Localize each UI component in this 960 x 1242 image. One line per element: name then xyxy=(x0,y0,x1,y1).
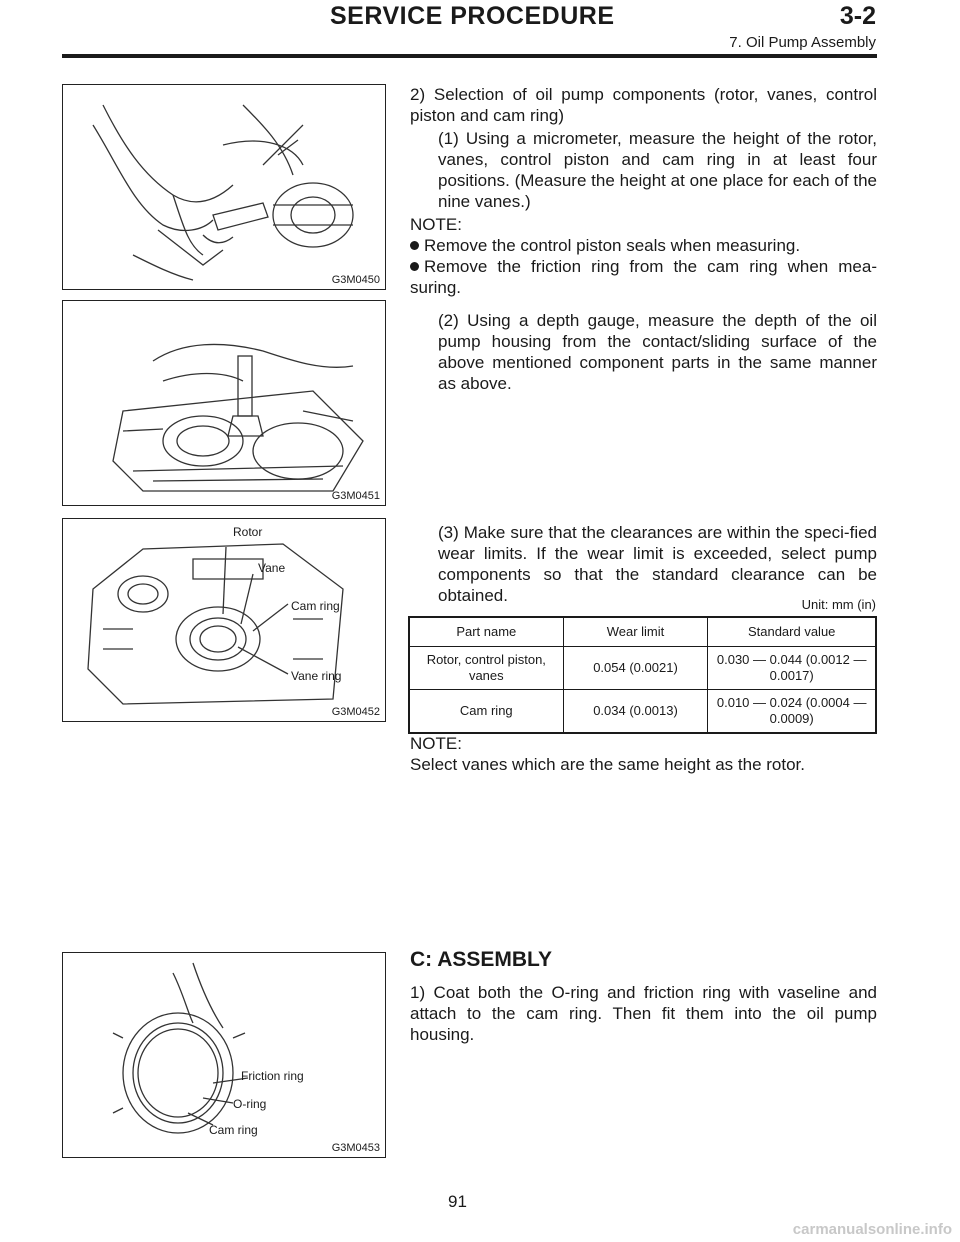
wear-limit-table xyxy=(408,616,877,734)
table-header: Standard value xyxy=(708,617,876,647)
note-label: NOTE: xyxy=(410,215,462,234)
figure-label: G3M0452 xyxy=(331,706,380,718)
table-header-row xyxy=(409,617,876,647)
watermark: carmanualsonline.info xyxy=(792,1221,952,1238)
note-bullet-text: Remove the friction ring from the cam ring when mea-suring. xyxy=(410,257,877,297)
header-subtitle: 7. Oil Pump Assembly xyxy=(729,34,876,51)
table-cell: Cam ring xyxy=(409,690,563,734)
figure-g3m0450 xyxy=(62,84,386,290)
callout-cam-ring: Cam ring xyxy=(291,599,340,613)
callout-vane-ring: Vane ring xyxy=(291,669,342,683)
table-cell: 0.030 — 0.044 (0.0012 — 0.0017) xyxy=(708,647,876,690)
step2-heading: 2) Selection of oil pump components (rotor, vanes, control piston and cam ring) xyxy=(410,85,877,125)
table-cell: 0.054 (0.0021) xyxy=(563,647,708,690)
figure-g3m0451 xyxy=(62,300,386,506)
pump-rotor-illustration xyxy=(63,519,387,723)
micrometer-illustration xyxy=(63,85,387,291)
figure-g3m0452 xyxy=(62,518,386,722)
table-row xyxy=(409,690,876,734)
section-number: 3-2 xyxy=(839,2,876,30)
table-cell: 0.010 — 0.024 (0.0004 — 0.0009) xyxy=(708,690,876,734)
bullet-icon xyxy=(410,241,419,250)
step2-sub3: (3) Make sure that the clearances are within the speci-fied wear limits. If the wear limit is exceeded, select pump components so that the standard clearance can be obtained. xyxy=(438,523,877,605)
step2-sub1: (1) Using a micrometer, measure the height of the rotor, vanes, control piston and cam ring in at least four positions. (Measure the height at one place for each of the nine vanes.) xyxy=(438,129,877,211)
table-row xyxy=(409,647,876,690)
figure-label: G3M0451 xyxy=(331,490,380,502)
step2-sub2: (2) Using a depth gauge, measure the depth of the oil pump housing from the contact/sliding surface of the above mentioned component parts in the same manner as above. xyxy=(438,311,877,393)
note2-text: Select vanes which are the same height as the rotor. xyxy=(410,755,806,774)
table-unit: Unit: mm (in) xyxy=(801,597,876,612)
note2-label: NOTE: xyxy=(410,734,462,753)
callout-rotor: Rotor xyxy=(233,525,263,539)
section-heading: C: ASSEMBLY xyxy=(410,948,552,971)
table-header: Part name xyxy=(409,617,563,647)
callout-o-ring: O-ring xyxy=(233,1097,267,1111)
figure-g3m0453 xyxy=(62,952,386,1158)
bullet-icon xyxy=(410,262,419,271)
assembly-step1: 1) Coat both the O-ring and friction ring with vaseline and attach to the cam ring. Then fit them into the oil pump housing. xyxy=(410,983,877,1044)
figure-label: G3M0450 xyxy=(331,274,380,286)
figure-label: G3M0453 xyxy=(331,1142,380,1154)
note-bullet-text: Remove the control piston seals when measuring. xyxy=(424,236,801,255)
note-bullet-1 xyxy=(410,235,877,256)
callout-friction-ring: Friction ring xyxy=(241,1069,304,1083)
note-bullet-2 xyxy=(410,256,877,298)
table-cell: Rotor, control piston, vanes xyxy=(409,647,563,690)
header-rule xyxy=(62,54,877,58)
depth-gauge-illustration xyxy=(63,301,387,507)
page-number: 91 xyxy=(448,1192,467,1211)
header-title: SERVICE PROCEDURE xyxy=(330,2,615,30)
callout-cam-ring: Cam ring xyxy=(209,1123,258,1137)
table-header: Wear limit xyxy=(563,617,708,647)
table-cell: 0.034 (0.0013) xyxy=(563,690,708,734)
callout-vane: Vane xyxy=(258,561,286,575)
